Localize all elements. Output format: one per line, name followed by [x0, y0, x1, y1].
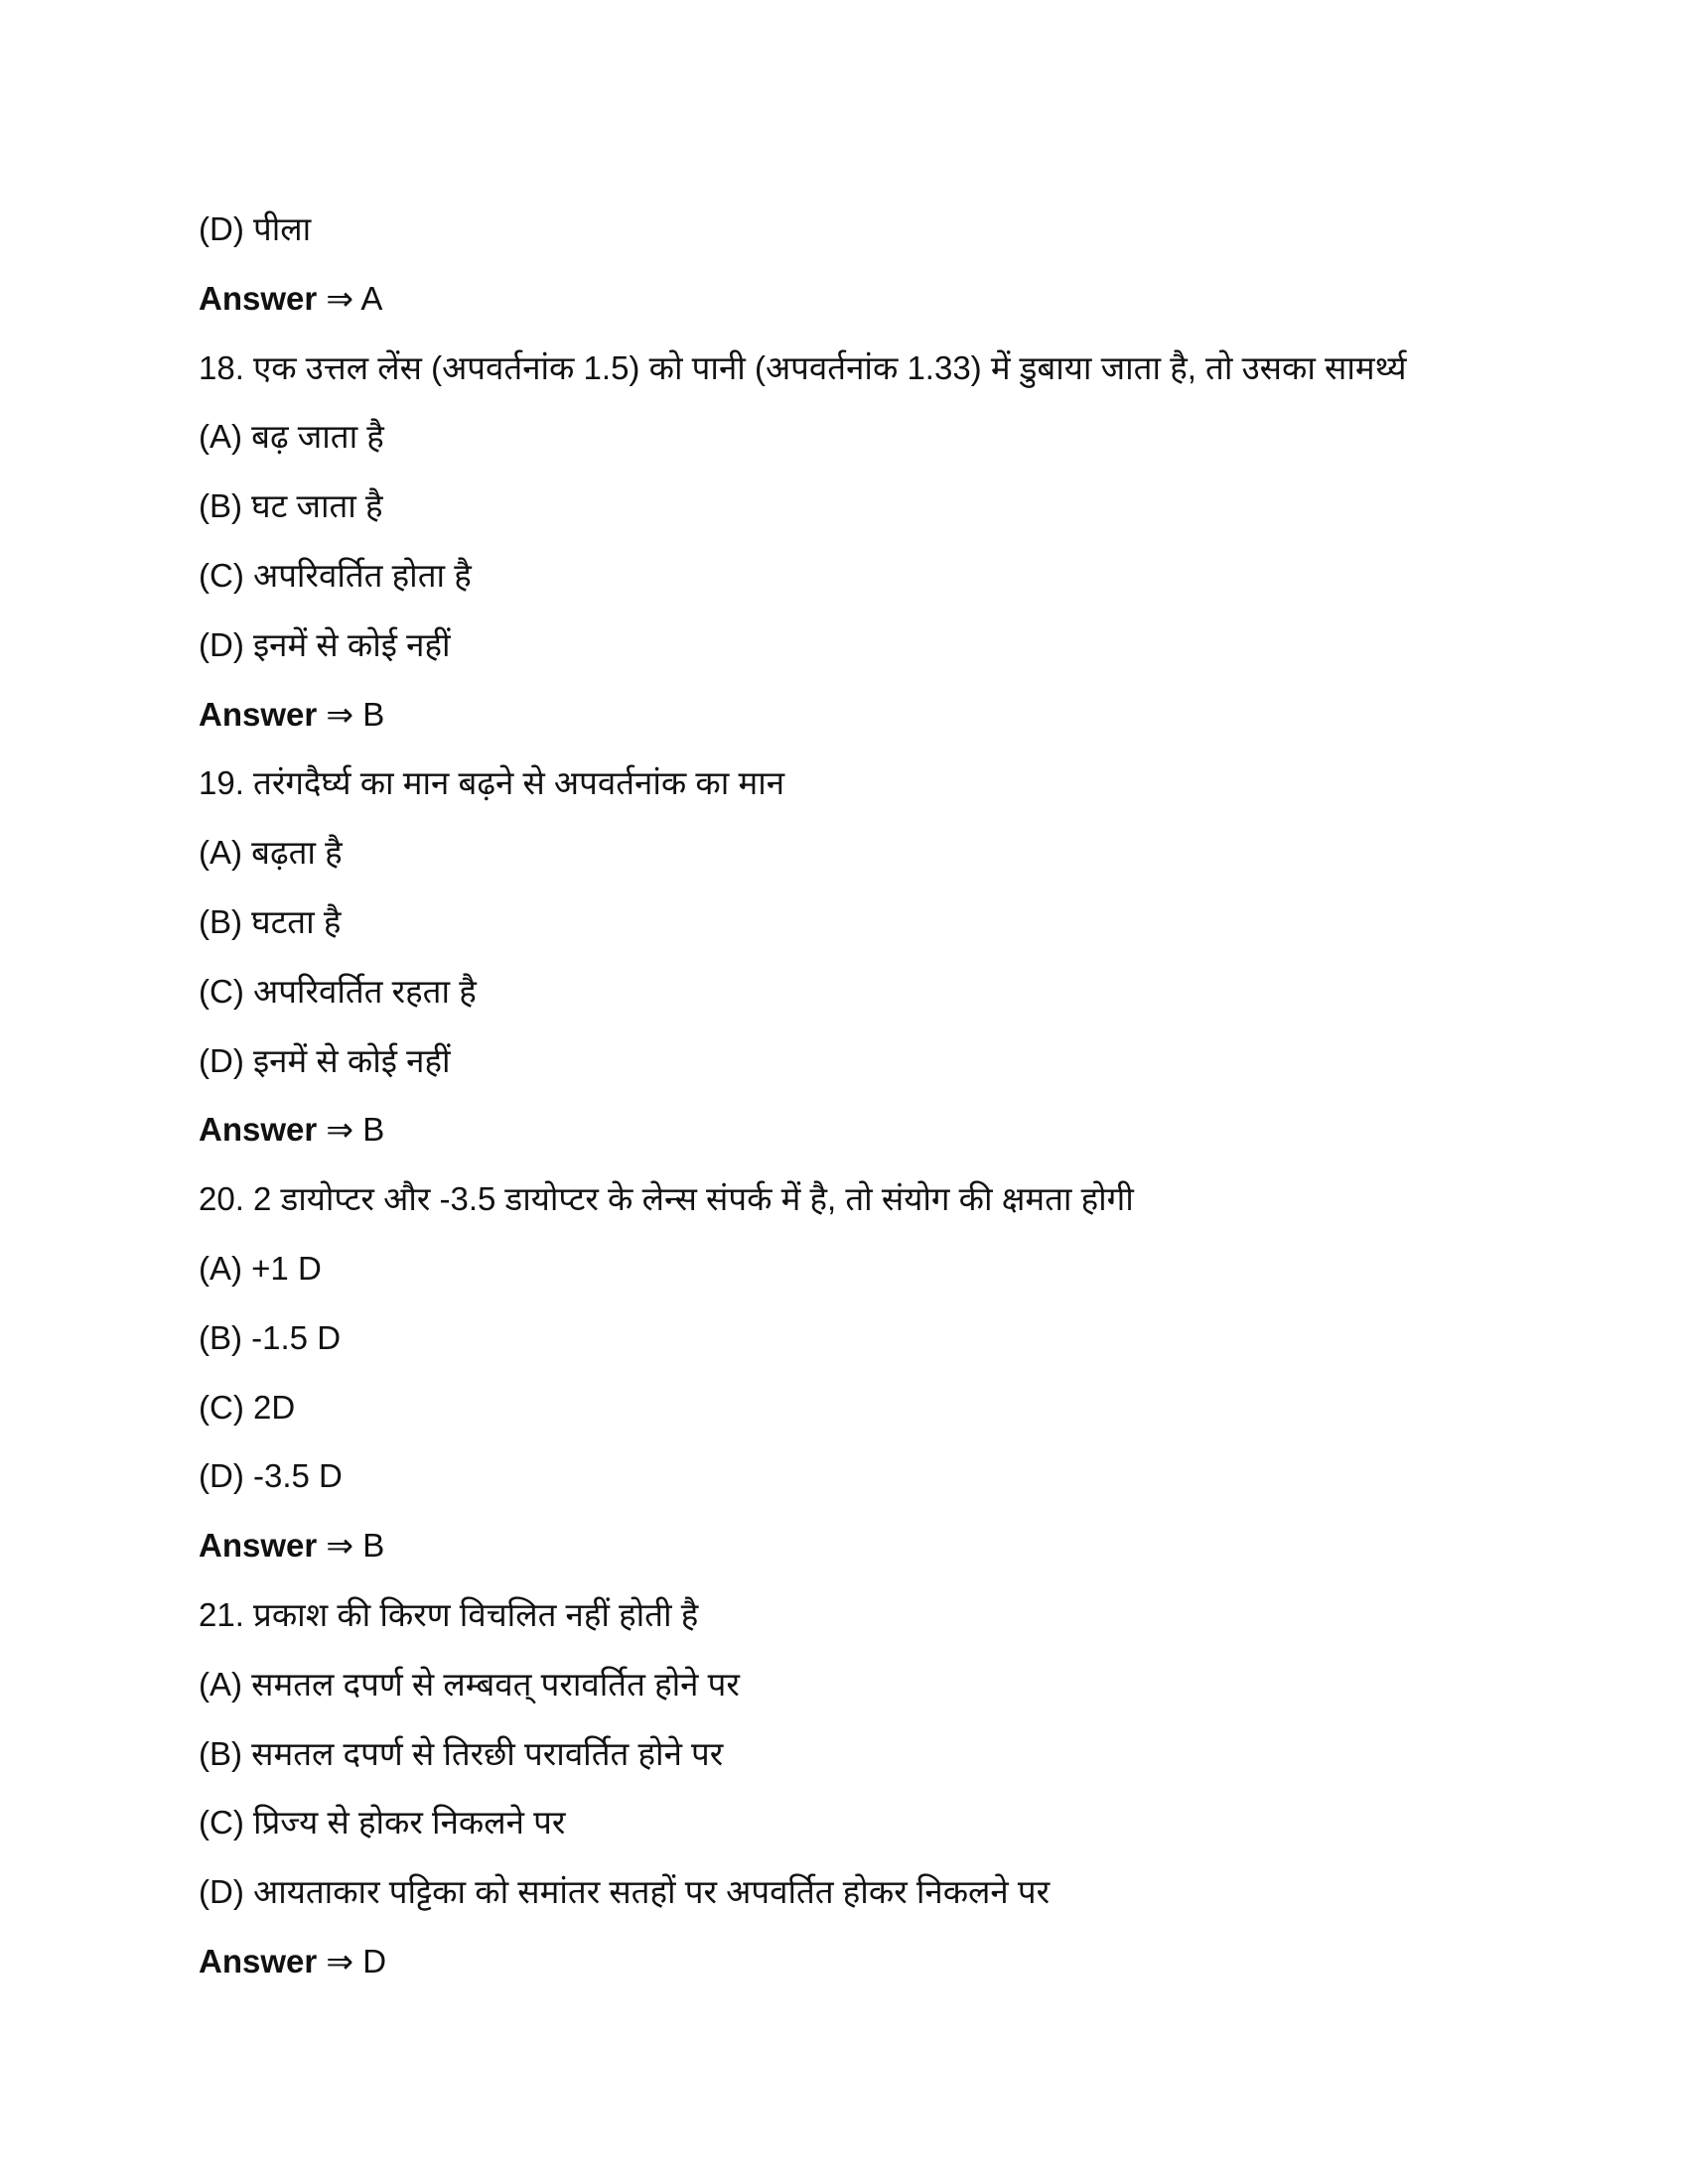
answer-value: B — [362, 695, 385, 733]
answer-label: Answer — [199, 695, 318, 733]
option-d: (D) -3.5 D — [199, 1457, 343, 1495]
answer-label: Answer — [199, 1111, 318, 1149]
answer-arrow: ⇒ — [326, 1942, 354, 1979]
option-a: (A) +1 D — [199, 1249, 322, 1287]
answer-line — [199, 264, 1489, 334]
answer-line — [199, 680, 1489, 750]
option-d: (D) इनमें से कोई नहीं — [199, 1041, 451, 1079]
answer-value: B — [362, 1111, 385, 1149]
question-21: 21. प्रकाश की किरण विचलित नहीं होती है — [199, 1595, 699, 1633]
option-b: (B) समतल दपर्ण से तिरछी परावर्तित होने पर — [199, 1734, 724, 1772]
answer-arrow: ⇒ — [326, 695, 354, 733]
option-d-prev: (D) पीला — [199, 210, 312, 247]
option-c: (C) प्रिज्य से होकर निकलने पर — [199, 1804, 566, 1842]
answer-value: B — [362, 1527, 385, 1565]
answer-value: D — [362, 1942, 387, 1979]
option-a: (A) बढ़ता है — [199, 834, 343, 872]
answer-value: A — [360, 279, 383, 317]
question-19: 19. तरंगदैर्घ्य का मान बढ़ने से अपवर्तनांक का मान — [199, 764, 785, 802]
answer-label: Answer — [199, 1942, 318, 1979]
answer-label: Answer — [199, 279, 318, 317]
option-d: (D) आयताकार पट्टिका को समांतर सतहों पर अपवर्तित होकर निकलने पर — [199, 1873, 1051, 1911]
option-c: (C) अपरिवर्तित रहता है — [199, 972, 477, 1010]
option-d: (D) इनमें से कोई नहीं — [199, 625, 451, 663]
option-b: (B) घट जाता है — [199, 487, 383, 525]
question-list — [199, 195, 1489, 1996]
answer-label: Answer — [199, 1527, 318, 1565]
answer-arrow: ⇒ — [326, 1527, 354, 1565]
option-b: (B) -1.5 D — [199, 1318, 342, 1356]
answer-line — [199, 1095, 1489, 1164]
question-18: 18. एक उत्तल लेंस (अपवर्तनांक 1.5) को पानी (अपवर्तनांक 1.33) में डुबाया जाता है, तो उसका सामर्थ्य — [199, 348, 1407, 386]
option-c: (C) 2D — [199, 1388, 296, 1426]
answer-arrow: ⇒ — [326, 279, 354, 317]
option-a: (A) समतल दपर्ण से लम्बवत् परावर्तित होने पर — [199, 1665, 740, 1703]
option-b: (B) घटता है — [199, 902, 342, 940]
answer-line — [199, 1927, 1489, 1996]
option-c: (C) अपरिवर्तित होता है — [199, 556, 472, 594]
answer-arrow: ⇒ — [326, 1111, 354, 1149]
answer-line — [199, 1511, 1489, 1580]
question-20: 20. 2 डायोप्टर और -3.5 डायोप्टर के लेन्स संपर्क में है, तो संयोग की क्षमता होगी — [199, 1180, 1134, 1218]
option-a: (A) बढ़ जाता है — [199, 418, 384, 456]
